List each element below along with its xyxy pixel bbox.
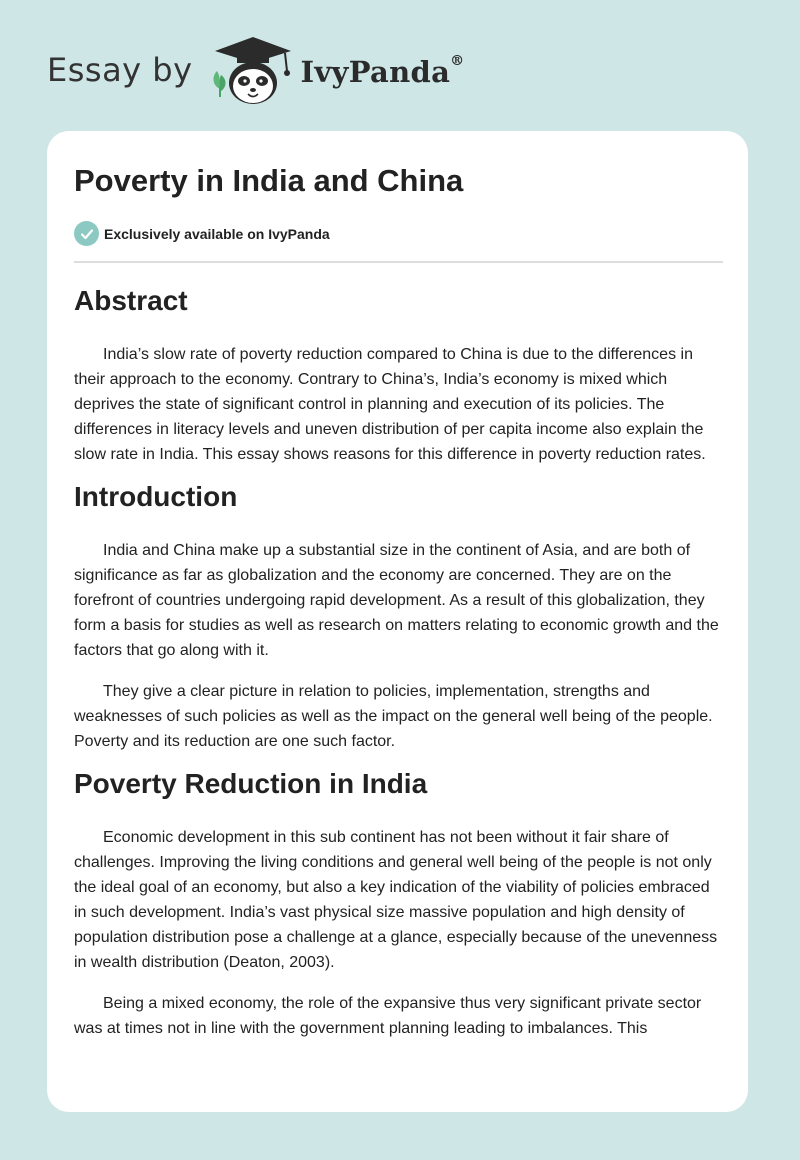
section-abstract	[74, 281, 723, 467]
brand-name[interactable]: IvyPanda®	[300, 53, 465, 89]
paragraph: India and China make up a substantial size in the continent of Asia, and are both of significance as far as globalization and the economy are concerned. They are on the forefront of countries undergoing rapid development. As a result of this globalization, they form a basis for studies as well as research on matters relating to economic growth and the factors that go along with it.	[74, 542, 719, 659]
section-heading: Abstract	[74, 285, 188, 316]
section-heading: Introduction	[74, 481, 238, 512]
divider	[74, 261, 723, 263]
paragraph: India’s slow rate of poverty reduction compared to China is due to the differences in their approach to the economy. Contrary to China’s, India’s economy is mixed which deprives the state of significant control in planning and execution of its policies. The differences in literacy levels and uneven distribution of per capita income also explain the slow rate in India. This essay shows reasons for this difference in poverty reduction rates.	[74, 346, 706, 463]
paragraph: They give a clear picture in relation to policies, implementation, strengths and weaknesses of such policies as well as the impact on the general well being of the people. Poverty and its reduction are one such factor.	[74, 683, 713, 750]
check-circle-icon	[74, 221, 99, 246]
panda-graduate-icon[interactable]	[207, 31, 299, 109]
exclusive-badge	[74, 221, 330, 246]
paragraph: Economic development in this sub continent has not been without it fair share of challenges. Improving the living conditions and general well being of the people is not only the ideal goal of an economy, but also a key indication of the viability of policies embraced in such development. India’s vast physical size massive population and high density of population distribution pose a challenge at a glance, especially because of the unevenness in wealth distribution (Deaton, 2003).	[74, 829, 718, 971]
essay-by-label: Essay by	[47, 51, 193, 89]
paragraph: Being a mixed economy, the role of the expansive thus very significant private sector was at times not in line with the government planning leading to imbalances. This	[74, 995, 702, 1037]
section-introduction	[74, 477, 723, 754]
badge-label: Exclusively available on IvyPanda	[104, 225, 330, 242]
essay-card	[47, 131, 748, 1112]
section-heading: Poverty Reduction in India	[74, 768, 428, 799]
page-title: Poverty in India and China	[74, 163, 464, 198]
section-poverty-reduction-india	[74, 764, 723, 1041]
essay-body	[74, 281, 723, 1057]
site-header	[47, 30, 464, 110]
